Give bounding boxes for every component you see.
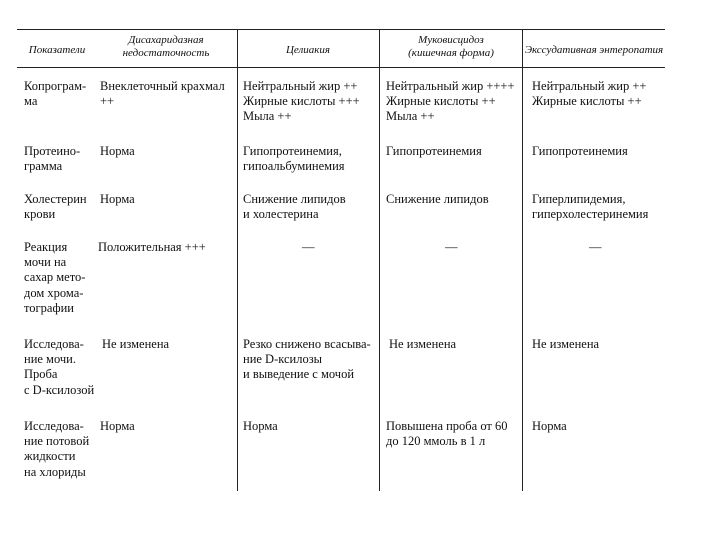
cell-cystic: Снижение липидов [386,192,489,206]
cell-exudative: — [589,240,602,254]
cell-exudative: Норма [532,419,567,433]
header-cystic-fibrosis: Муковисцидоз (кишечная форма) [408,34,494,59]
cell-disaccharidase: Норма [100,419,135,433]
header-indicators: Показатели [28,44,86,56]
cell-exudative: Нейтральный жир ++ Жирные кислоты ++ [532,79,647,109]
cell-celiac: Норма [243,419,278,433]
cell-cystic: Гипопротеинемия [386,144,482,158]
row-label: Протеино- грамма [24,144,81,174]
header-celiac: Целиакия [285,44,331,56]
cell-celiac: Нейтральный жир ++ Жирные кислоты +++ Мыла ++ [243,79,360,124]
cell-disaccharidase: Внеклеточный крахмал ++ [100,79,225,109]
cell-disaccharidase: Норма [100,144,135,158]
row-label: Холестерин крови [24,192,87,222]
cell-celiac: Снижение липидов и холестерина [243,192,346,222]
row-label: Исследова- ние потовой жидкости на хлориды [24,419,90,479]
cell-exudative: Гипопротеинемия [532,144,628,158]
header-bottom-rule [17,67,665,68]
column-divider [237,29,238,491]
cell-celiac: Гипопротеинемия, гипоальбуминемия [243,144,345,174]
cell-cystic: Повышена проба от 60 до 120 ммоль в 1 л [386,419,508,449]
cell-exudative: Не изменена [532,337,600,351]
cell-disaccharidase: Положительная +++ [98,240,206,254]
cell-disaccharidase: Норма [100,192,135,206]
header-disaccharidase: Дисахаридазная недостаточность [122,34,210,59]
cell-cystic: — [445,240,458,254]
row-label: Исследова- ние мочи. Проба с D-ксилозой [24,337,95,397]
cell-exudative: Гиперлипидемия, гиперхолестеринемия [532,192,649,222]
column-divider [379,29,380,491]
cell-celiac: Резко снижено всасыва- ние D-ксилозы и выведение с мочой [243,337,371,382]
cell-celiac: — [302,240,315,254]
cell-cystic: Не изменена [389,337,457,351]
cell-disaccharidase: Не изменена [102,337,170,351]
table-top-rule [17,29,665,30]
column-divider [522,29,523,491]
cell-cystic: Нейтральный жир ++++ Жирные кислоты ++ Мыла ++ [386,79,515,124]
row-label: Реакция мочи на сахар мето- дом хрома- тографии [24,240,86,315]
header-exudative: Экссудативная энтеропатия [524,44,664,56]
row-label: Копрограм- ма [24,79,87,109]
